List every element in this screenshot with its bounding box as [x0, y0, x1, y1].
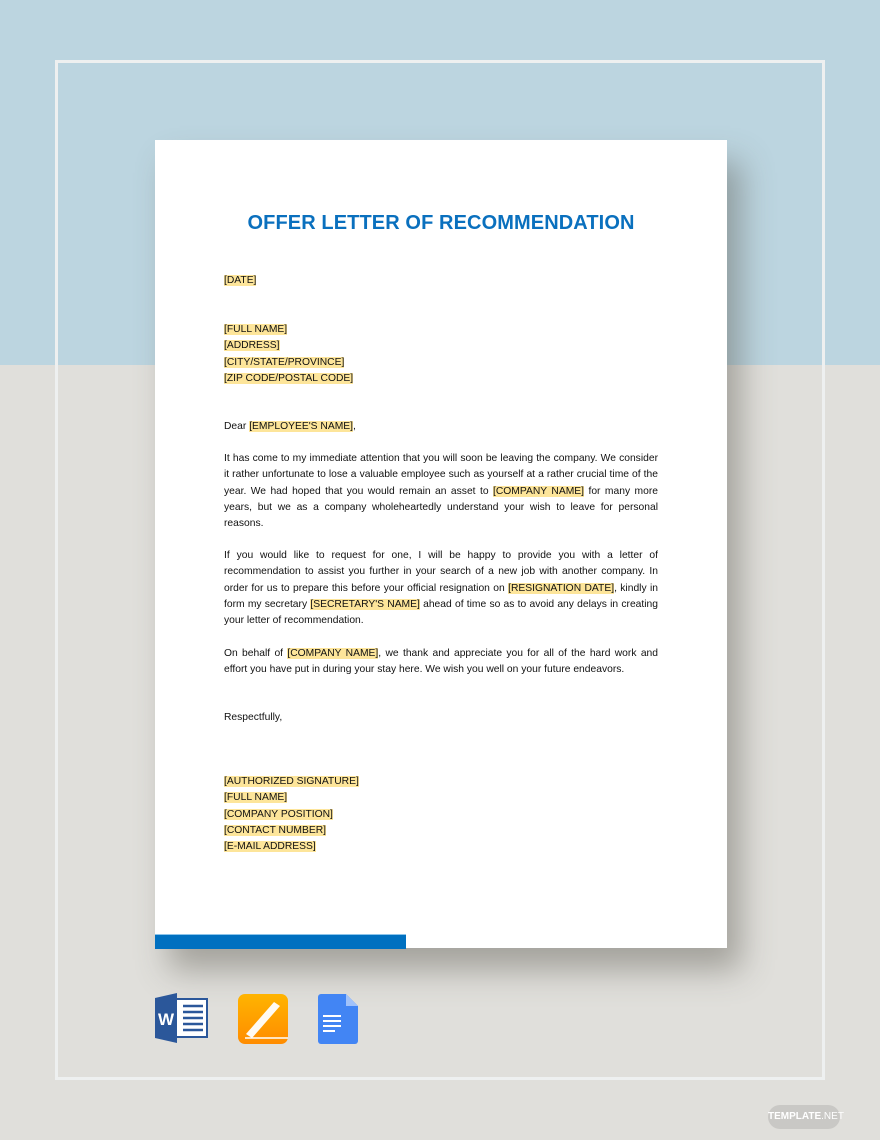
salutation: Dear [EMPLOYEE'S NAME],: [224, 421, 356, 432]
closing: Respectfully,: [224, 712, 283, 723]
date-field: [DATE]: [224, 275, 257, 286]
signature-line: [COMPANY POSITION]: [224, 808, 333, 820]
watermark-badge: TEMPLATE.NET: [768, 1105, 840, 1129]
paragraph-1: It has come to my immediate attention that you will soon be leaving the company. We consider it rather unfortunate to lose a valuable employee such as yourself at a rather crucial time of the year. We had hoped that you would remain an asset to [COMPANY NAME] for many more years, but we as a company wholeheartedly understand your wish to leave for personal reasons.: [224, 453, 658, 530]
recipient-line: [ZIP CODE/POSTAL CODE]: [224, 372, 354, 384]
recipient-block: [224, 322, 658, 387]
signature-line: [FULL NAME]: [224, 792, 288, 804]
recipient-line: [CITY/STATE/PROVINCE]: [224, 356, 345, 368]
document-title: OFFER LETTER OF RECOMMENDATION: [247, 212, 635, 234]
signature-line: [AUTHORIZED SIGNATURE]: [224, 776, 359, 787]
accent-bar: [155, 934, 406, 949]
signature-line: [E-MAIL ADDRESS]: [224, 841, 316, 853]
paragraph-2: If you would like to request for one, I will be happy to provide you with a letter of recommendation to assist you further in your search of a new job with another company. In order for us to prepare this before your official resignation on [RESIGNATION DATE], kindly in form my secretary [SECRETARY'S NAME] ahead of time so as to avoid any delays in creating your letter of recommendation.: [224, 550, 659, 627]
word-icon[interactable]: [155, 993, 209, 1043]
pages-icon[interactable]: [238, 994, 290, 1044]
signature-line: [CONTACT NUMBER]: [224, 824, 327, 836]
recipient-line: [ADDRESS]: [224, 340, 280, 352]
paragraph-3: On behalf of [COMPANY NAME], we thank and appreciate you for all of the hard work and effort you have put in during your stay here. We wish you well on your future endeavors.: [224, 648, 658, 676]
document-page: [155, 140, 727, 948]
recipient-line: [FULL NAME]: [224, 324, 288, 335]
signature-block: [224, 774, 658, 855]
google-docs-icon[interactable]: [318, 994, 360, 1044]
svg-text:W: W: [157, 1010, 175, 1029]
